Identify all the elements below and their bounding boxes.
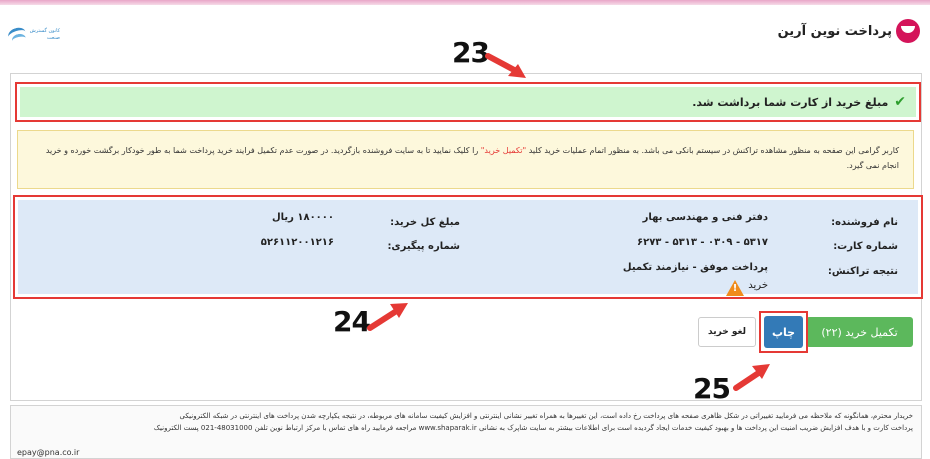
check-icon: ✔: [894, 94, 906, 110]
annotation-24: 24: [333, 305, 370, 338]
cancel-purchase-button[interactable]: لغو خرید: [698, 317, 756, 347]
annotation-23: 23: [452, 36, 489, 69]
brand-name: پرداخت نوین آرین: [777, 23, 892, 39]
amount-label: مبلغ کل خرید:: [390, 217, 460, 228]
warning-highlight: "تکمیل خرید": [480, 146, 527, 155]
success-banner: [20, 87, 916, 117]
warning-notice: [17, 130, 914, 189]
warning-text-2: را کلیک نمایید تا به سایت فروشنده بازگردید. در صورت عدم تکمیل فرایند خرید پرداخت شما به طور خودکار برگشت خورده و خرید: [45, 146, 479, 155]
success-message: مبلغ خرید از کارت شما برداشت شد.: [692, 95, 889, 109]
complete-purchase-button[interactable]: تکمیل خرید (۲۲): [806, 317, 913, 347]
arrow-25-icon: [730, 360, 778, 394]
footer-line-1: خریدار محترم، همانگونه که ملاحظه می فرمایید تغییراتی در شکل ظاهری صفحه های پرداخت رخ داده است، این تغییرها به همراه تغییر نشانی اینترنتی و افزایش کیفیت سامانه های مربوطه، در نتیجه یکپارچه شدن پرداخت های اینترنتی در شبکه الکترونیکی: [179, 412, 913, 420]
arrow-23-icon: [484, 50, 532, 84]
bird-logo-icon: [8, 26, 23, 44]
partner-logo: [8, 17, 60, 53]
warning-text-1: کاربر گرامی این صفحه به منظور مشاهده تراکنش در سیستم بانکی می باشد. به منظور اتمام عملیات خرید کلید: [528, 146, 899, 155]
result-value: پرداخت موفق - نیازمند تکمیل: [622, 262, 768, 273]
result-label: نتیجه تراکنش:: [827, 266, 898, 277]
warning-triangle-icon: [726, 280, 744, 296]
result-value-continued: خرید: [748, 280, 768, 291]
partner-text: کانون گسترش صنعت: [29, 28, 60, 41]
seller-value: دفتر فنی و مهندسی بهار: [642, 212, 768, 223]
brand-logo-icon: [896, 19, 920, 43]
warning-text-3: انجام نمی گیرد.: [846, 161, 899, 170]
print-highlight: [759, 311, 808, 353]
annotation-25: 25: [693, 372, 730, 405]
footer-email-link[interactable]: epay@pna.co.ir: [17, 448, 80, 457]
brand: [778, 19, 920, 43]
footer-line-2: پرداخت کارت و با هدف افزایش ضریب امنیت این پرداخت ها و بهبود کیفیت خدمات ایجاد گردیده است برای اطلاعات بیشتر به سایت شاپرک به نشانی www.shaparak.ir مراجعه فرمایید راه های تماس با مرکز ارتباط نوین تلفن 48031000-021 پست الکترونیک: [153, 424, 913, 432]
details-highlight: [13, 195, 923, 299]
tracking-value: ۵۲۶۱۱۲۰۰۱۲۱۶: [260, 237, 334, 248]
amount-value: ۱۸۰۰۰۰ ریال: [271, 212, 334, 223]
footer-notice: [10, 405, 922, 459]
card-label: شماره کارت:: [833, 241, 898, 252]
card-value: ۶۲۷۳ - ۵۳۱۳ - ۰۳۰۹ - ۵۳۱۷: [637, 237, 768, 248]
transaction-details: [18, 200, 918, 294]
print-button[interactable]: چاپ: [764, 316, 803, 348]
tracking-label: شماره پیگیری:: [387, 241, 460, 252]
success-highlight: [15, 82, 921, 122]
seller-label: نام فروشنده:: [831, 217, 898, 228]
arrow-24-icon: [364, 298, 414, 334]
